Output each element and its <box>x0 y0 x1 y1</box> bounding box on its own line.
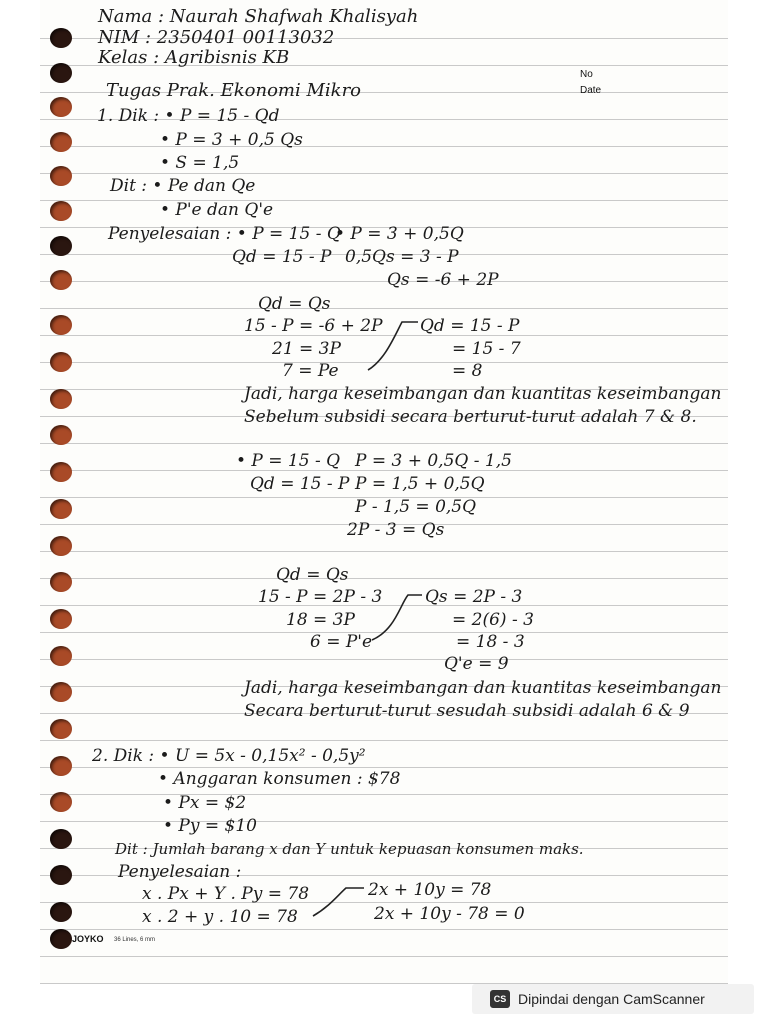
q1-qe-2: = 15 - 7 <box>452 339 521 359</box>
q1b-qe-2: = 2(6) - 3 <box>452 610 534 630</box>
q2-asked: Dit : Jumlah barang x dan Y untuk kepuasan konsumen maks. <box>115 840 584 858</box>
q1-qs-step: 0,5Qs = 3 - P <box>345 247 459 267</box>
arrow-q2-budget <box>313 888 364 916</box>
student-name: Nama : Naurah Shafwah Khalisyah <box>98 6 419 27</box>
q2-budget-eq-4: 2x + 10y - 78 = 0 <box>374 904 525 924</box>
q1b-demand: • P = 15 - Q <box>236 451 341 471</box>
q2-budget-eq-2: x . 2 + y . 10 = 78 <box>142 907 298 927</box>
q1-asked-b: • P'e dan Q'e <box>160 200 274 220</box>
student-class: Kelas : Agribisnis KB <box>98 47 290 68</box>
q1b-eq-1: Qd = Qs <box>276 565 349 585</box>
q1-conclusion-1: Jadi, harga keseimbangan dan kuantitas keseimbangan <box>244 384 722 404</box>
q1b-qe-1: Qs = 2P - 3 <box>425 587 523 607</box>
notebook-brand: JOYKO <box>72 934 104 944</box>
q1b-conclusion-1: Jadi, harga keseimbangan dan kuantitas keseimbangan <box>244 678 722 698</box>
q2-budget: • Anggaran konsumen : $78 <box>158 769 401 789</box>
q1-qd-eq: Qd = 15 - P <box>232 247 332 267</box>
notebook-lines-label: 36 Lines, 6 mm <box>114 937 156 943</box>
q1-qs-eq: Qs = -6 + 2P <box>387 270 499 290</box>
q1-given-supply: • P = 3 + 0,5 Qs <box>160 130 303 150</box>
q2-utility: 2. Dik : • U = 5x - 0,15x² - 0,5y² <box>92 746 366 766</box>
q1-equilibrium-3: 21 = 3P <box>272 339 341 359</box>
q1b-qd: Qd = 15 - P <box>250 474 350 494</box>
q1-supply-eq: • P = 3 + 0,5Q <box>335 224 464 244</box>
q2-price-x: • Px = $2 <box>163 793 247 813</box>
q1b-eq-3: 18 = 3P <box>286 610 355 630</box>
camscanner-watermark <box>472 984 754 1014</box>
q1-conclusion-2: Sebelum subsidi secara berturut-turut adalah 7 & 8. <box>244 407 697 427</box>
q2-solution-label: Penyelesaian : <box>118 862 242 882</box>
q1b-supply-4: 2P - 3 = Qs <box>347 520 445 540</box>
q1b-eq-4: 6 = P'e <box>310 632 373 652</box>
q2-budget-eq-3: 2x + 10y = 78 <box>368 880 492 900</box>
arrow-q1b-qe <box>372 595 422 640</box>
camscanner-text: Dipindai dengan CamScanner <box>518 991 705 1007</box>
q1b-eq-2: 15 - P = 2P - 3 <box>258 587 383 607</box>
q1-qe-1: Qd = 15 - P <box>420 316 520 336</box>
q1-given-demand: 1. Dik : • P = 15 - Qd <box>97 106 280 126</box>
q1-qe-3: = 8 <box>452 361 483 381</box>
assignment-title: Tugas Prak. Ekonomi Mikro <box>106 80 362 101</box>
arrow-q1-qe <box>368 322 418 370</box>
camscanner-icon: CS <box>490 990 510 1008</box>
q1-equilibrium-1: Qd = Qs <box>258 294 331 314</box>
q1b-supply-2: P = 1,5 + 0,5Q <box>355 474 485 494</box>
q2-price-y: • Py = $10 <box>163 816 257 836</box>
q1b-supply-3: P - 1,5 = 0,5Q <box>355 497 477 517</box>
q1b-qe-3: = 18 - 3 <box>456 632 525 652</box>
q1-given-subsidy: • S = 1,5 <box>160 153 240 173</box>
q1-solution-label: Penyelesaian : • P = 15 - Q <box>108 224 341 244</box>
q1b-supply-1: P = 3 + 0,5Q - 1,5 <box>355 451 512 471</box>
student-nim: NIM : 2350401 00113032 <box>98 27 335 48</box>
no-label: No <box>580 69 593 80</box>
q2-budget-eq-1: x . Px + Y . Py = 78 <box>142 884 310 904</box>
q1b-qe-4: Q'e = 9 <box>444 654 509 674</box>
q1-equilibrium-2: 15 - P = -6 + 2P <box>244 316 383 336</box>
date-label: Date <box>580 85 602 96</box>
q1b-conclusion-2: Secara berturut-turut sesudah subsidi adalah 6 & 9 <box>244 701 690 721</box>
q1-equilibrium-4: 7 = Pe <box>282 361 339 381</box>
q1-asked-a: Dit : • Pe dan Qe <box>110 176 256 196</box>
